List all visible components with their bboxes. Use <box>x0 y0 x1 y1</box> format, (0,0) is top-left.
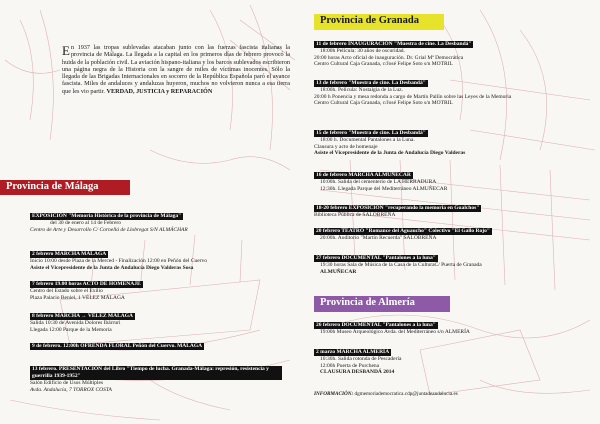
almeria-event-marcha <box>314 349 582 376</box>
event-line: Asiste el Vicepresidente de la Junta de Andalucía Diego Valderas <box>314 150 466 157</box>
event-header: 18-20 febrero EXPOSICIÓN "recuperando la memoria en Gualchos" <box>316 205 480 211</box>
granada-event-cine-13 <box>314 80 582 107</box>
event-line: Salida 10:30 de Avenida Dolores Ibárruri <box>30 320 121 327</box>
event-line: Salón Edificio de Usos Múltiples <box>30 380 104 387</box>
event-line: 10:00h. Salida del cementerio de LA HERRADURA <box>320 179 437 186</box>
event-line: ALMUÑECAR <box>320 268 357 275</box>
event-line: Avda. Andalucía, 7 TORROX COSTA <box>30 387 112 393</box>
event-header: 16 de febrero MARCHA ALMUÑECAR <box>316 172 411 178</box>
information-footer <box>314 391 582 398</box>
information-label: INFORMACIÓN: <box>314 391 354 397</box>
granada-event-cine-15 <box>314 130 582 157</box>
intro-text: n 1937 las tropas sublevadas atacaban junto con las fuerzas fascista italianas la provincia de Málaga. La llegada a la capital en los primeros días de febrero provocó la huida de la población civil. La aviación hispano-italiana y los barcos sublevados escribieron una página negra de la Historia con la sangre de miles de víctimas inocentes. Sólo la llegada de las Brigadas Internacionales en socorro de la República Española paró el avance fascista. Miles de andaluces y andaluzas huyeron, muchos no volvieron nunca a esa tierra que les vio partir. <box>62 44 291 95</box>
event-header: 20 febrero TEATRO "Romance del Aguaucho" Colectivo "El Gallo Rojo" <box>316 228 490 234</box>
event-line: 19:00h Museo Arqueológico Avda. del Mediterráneo s/n ALMERÍA <box>320 329 470 336</box>
event-line: CLAUSURA DESBANDÁ 2014 <box>320 369 395 376</box>
event-header: 13 febrero. PRESENTACIÓN del Libro "Tiempo de lucha. Granada-Málaga: represión, resistencia y guerrilla 1939-1952" <box>30 366 282 380</box>
event-line: 20:00 h Ponencia y mesa redonda a cargo de Martín Pallín sobre las Leyes de la Memoria <box>314 93 512 100</box>
event-line: 18:00h Película: 30 años de oscuridad. <box>320 48 405 55</box>
event-line: 20:00h. Auditorio "Martín Recuerda" SALOBREÑA <box>320 235 437 242</box>
event-line: 10:30h. Salida rotonda de Pescadería <box>320 356 402 363</box>
almeria-event-documental <box>314 322 582 336</box>
event-line: 19:30 horas Sala de Música de la Casa de la CulturaC/ Puerta de Granada <box>320 262 482 269</box>
event-line: 12:30h. Llegada Parque del Mediterráneo ALMUÑECAR <box>320 185 448 192</box>
event-header: 27 febrero DOCUMENTAL "Pantalones a la luna" <box>316 255 436 261</box>
event-line: 12:00h Puerta de Purchena <box>320 362 380 369</box>
intro-paragraph <box>62 44 290 95</box>
malaga-section-banner: Provincia de Málaga <box>0 180 130 195</box>
event-line: Asiste el Vicepresidente de la Junta de Andalucía Diego Valderas Sosa <box>30 264 194 271</box>
event-line: 20:00 horas Acto oficial de inauguración. Dr. Grial Mª Democrática <box>314 54 464 61</box>
event-header: 2 marzo MARCHA ALMERÍA <box>316 349 390 355</box>
event-header: 13 de febrero "Muestra de cine. La Desbandá" <box>316 80 426 86</box>
event-line: del 30 de enero al 14 de Febrero <box>50 220 122 227</box>
granada-event-documental <box>314 255 582 275</box>
event-line: Plaza Palacio Beniel, 1 VÉLEZ MÁLAGA <box>30 294 125 301</box>
event-line: 18:00 h. Documental Pantalones a la Luna. <box>320 137 415 144</box>
event-line: Biblioteca Pública de SALOBREÑA <box>314 212 396 219</box>
event-header: 2 febrero MARCHA MÁLAGA <box>32 251 107 257</box>
event-header: 26 febrero DOCUMENTAL "Pantalones a la luna" <box>316 322 436 328</box>
event-line: Inicio 10:00 desde Plaza de la Merced - Finalización 12:00 en Peñón del Cuervo <box>30 258 208 265</box>
event-header: 7 febrero 19.00 horas ACTO DE HOMENAJE <box>32 281 141 287</box>
granada-section-banner: Provincia de Granada <box>314 14 444 30</box>
event-line: Centro de Arte y Desarrollo C/ Cornellá de Llobregat S/N ALMÁCHAR <box>30 226 188 233</box>
granada-event-teatro <box>314 228 582 242</box>
event-line: Centro Cultural Caja Granada, c/José Felipe Soto s/n MOTRIL <box>314 100 453 107</box>
event-header: 8 febrero MARCHA → VÉLEZ MÁLAGA <box>32 313 133 319</box>
granada-event-inauguracion <box>314 41 582 68</box>
intro-motto: VERDAD, JUSTICIA y REPARACIÓN <box>106 87 213 95</box>
intro-drop-cap: E <box>62 43 70 58</box>
event-line: Centro Cultural Caja Granada, c/José Felipe Soto s/n MOTRIL <box>314 61 453 68</box>
event-line: Centro del Estado sobre el Exilio <box>30 288 103 295</box>
event-line: 18:00h. Película: Nostalgia de la Luz. <box>320 87 403 94</box>
event-header: EXPOSICIÓN "Memoria Histórica de la provincia de Málaga" <box>32 213 182 219</box>
granada-event-exposicion <box>314 205 582 219</box>
event-line: Clausura y acto de homenaje <box>314 143 378 150</box>
information-email-link[interactable]: dgmemoriademocratica.cdp@juntadeandalucia.es <box>354 391 458 397</box>
almeria-section-banner: Provincia de Almería <box>314 296 450 312</box>
event-line: Llegada 12:00 Parque de la Memoria <box>30 326 112 333</box>
event-header: 11 de febrero INAUGURACIÓN "Muestra de cine. La Desbandá" <box>316 41 472 47</box>
granada-event-marcha-almunecar <box>314 172 582 192</box>
event-header: 15 de febrero "Muestra de cine. La Desbandá" <box>316 130 426 136</box>
event-header: 9 de febrero. 12:00h OFRENDA FLORAL Peñón del Cuervo. MÁLAGA <box>32 343 203 349</box>
